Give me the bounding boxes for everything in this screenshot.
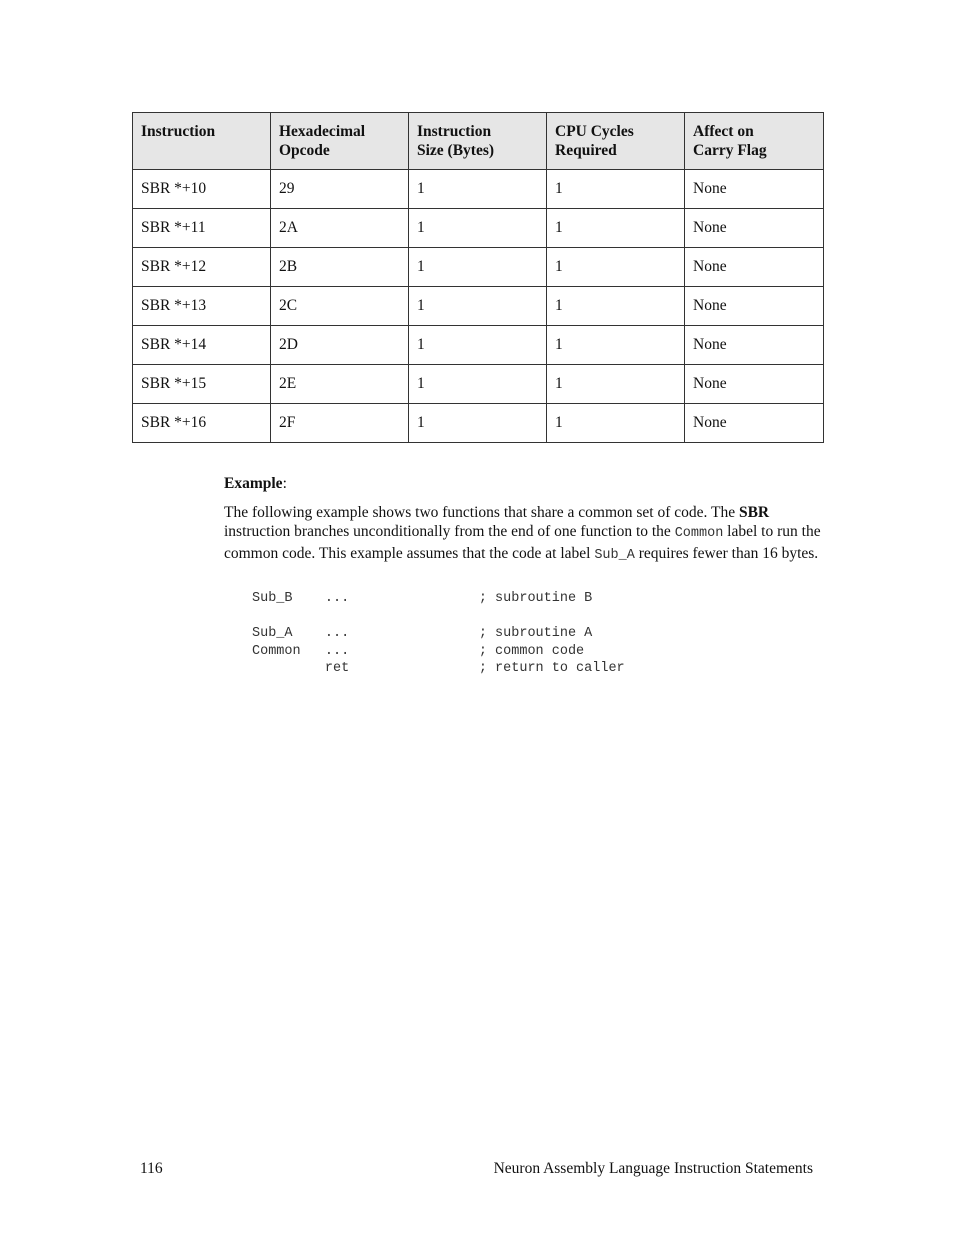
cell-opcode: 2F [271,404,409,443]
cell-opcode: 2A [271,209,409,248]
sub-a-label-code: Sub_A [594,547,635,563]
cell-size: 1 [409,209,547,248]
cell-size: 1 [409,170,547,209]
table-row [133,287,824,326]
code-listing [252,590,625,678]
sbr-keyword: SBR [738,503,770,521]
cell-carry: None [685,248,824,287]
header-cpu-cycles: CPU Cycles Required [547,113,685,170]
cell-instruction: SBR *+10 [133,170,271,209]
cell-opcode: 2B [271,248,409,287]
table-row [133,248,824,287]
cell-instruction: SBR *+13 [133,287,271,326]
code-line: Sub_B ... ; subroutine B [252,591,593,606]
cell-size: 1 [409,287,547,326]
common-label-code: Common [674,526,724,541]
code-line: ret ; return to caller [252,661,625,676]
code-line: Sub_A ... ; subroutine A [252,626,593,641]
table-row [133,209,824,248]
cell-cycles: 1 [547,404,685,443]
cell-instruction: SBR *+15 [133,365,271,404]
running-title: Neuron Assembly Language Instruction Statements [493,1160,813,1177]
cell-size: 1 [409,248,547,287]
header-instruction-size: Instruction Size (Bytes) [409,113,547,170]
cell-carry: None [685,209,824,248]
cell-cycles: 1 [547,326,685,365]
cell-carry: None [685,287,824,326]
example-paragraph: The following example shows two functions that share a common set of code. The SBR instruction branches unconditionally from the end of one function to the Common label to run the common code. This example assumes that the code at label Sub_A requires fewer than 16 bytes. [224,503,821,563]
cell-instruction: SBR *+11 [133,209,271,248]
cell-cycles: 1 [547,365,685,404]
header-instruction: Instruction [133,113,271,170]
header-carry-flag: Affect on Carry Flag [685,113,824,170]
cell-cycles: 1 [547,248,685,287]
header-hex-opcode: Hexadecimal Opcode [271,113,409,170]
example-section [224,474,824,565]
table-row [133,365,824,404]
table-row [133,170,824,209]
cell-cycles: 1 [547,287,685,326]
cell-opcode: 2C [271,287,409,326]
example-heading: Example: [224,475,287,492]
cell-size: 1 [409,365,547,404]
cell-opcode: 2E [271,365,409,404]
cell-carry: None [685,170,824,209]
cell-cycles: 1 [547,170,685,209]
table-row [133,404,824,443]
table-header-row [133,113,824,170]
cell-size: 1 [409,404,547,443]
table-row [133,326,824,365]
opcode-table [132,112,824,443]
cell-instruction: SBR *+16 [133,404,271,443]
cell-size: 1 [409,326,547,365]
cell-carry: None [685,365,824,404]
cell-carry: None [685,404,824,443]
code-line: Common ... ; common code [252,643,585,659]
cell-carry: None [685,326,824,365]
cell-cycles: 1 [547,209,685,248]
cell-opcode: 29 [271,170,409,209]
cell-instruction: SBR *+12 [133,248,271,287]
code-line [252,608,625,626]
page-number: 116 [140,1160,163,1177]
cell-opcode: 2D [271,326,409,365]
cell-instruction: SBR *+14 [133,326,271,365]
